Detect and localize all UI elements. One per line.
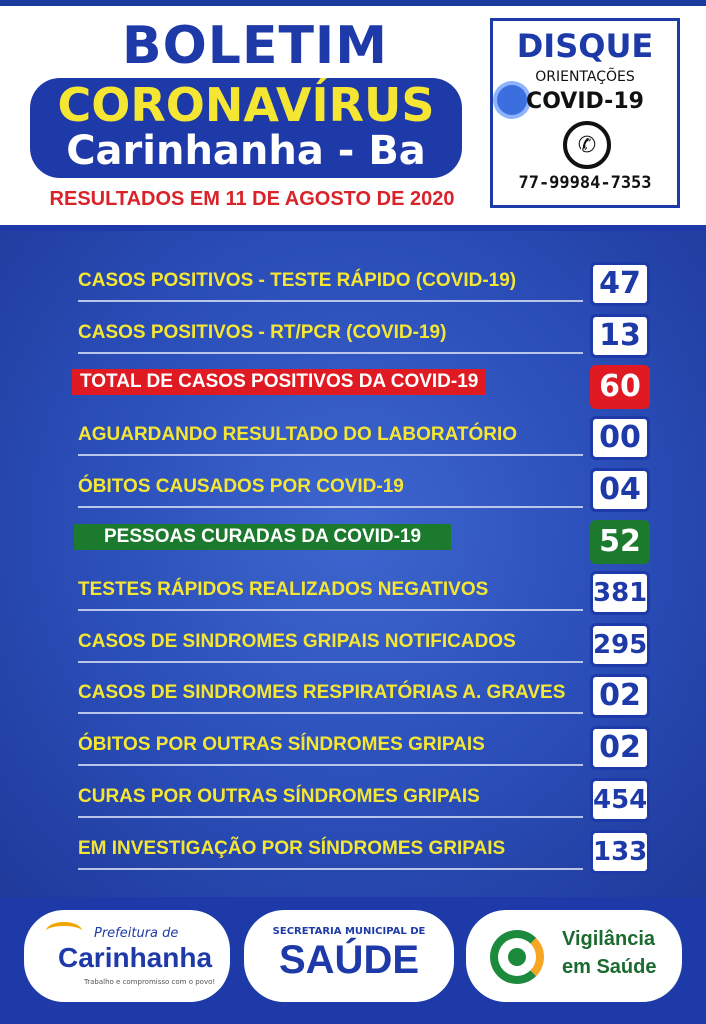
secretaria-logo (244, 910, 454, 1002)
vigilancia-logo (466, 910, 682, 1002)
stat-label: CASOS DE SINDROMES RESPIRATÓRIAS A. GRAVES (78, 682, 566, 703)
stat-label: CURAS POR OUTRAS SÍNDROMES GRIPAIS (78, 786, 480, 807)
stat-row (78, 629, 648, 669)
stat-value: 13 (590, 314, 650, 358)
coronavirus-title: CORONAVÍRUS (57, 78, 435, 132)
stat-row (78, 524, 641, 566)
hotline-topic: COVID-19 (526, 89, 644, 114)
row-underline (78, 712, 583, 714)
stat-row (78, 318, 641, 360)
stat-value: 52 (590, 520, 650, 564)
row-underline (78, 454, 583, 456)
hotline-title: DISQUE (516, 27, 654, 65)
divider (0, 225, 706, 231)
stat-value: 60 (590, 365, 650, 409)
stat-label: CASOS DE SINDROMES GRIPAIS NOTIFICADOS (78, 631, 516, 652)
city-title: Carinhanha - Ba (66, 128, 426, 174)
stat-row (78, 472, 641, 514)
bird-icon (46, 922, 82, 940)
stat-row (78, 420, 641, 462)
stat-value: 381 (590, 571, 650, 615)
header (0, 0, 706, 225)
boletim-title: BOLETIM (121, 16, 389, 76)
phone-icon: ✆ (563, 121, 611, 169)
vigilancia-line1: Vigilância (562, 928, 656, 950)
prefeitura-logo (24, 910, 230, 1002)
stat-label: EM INVESTIGAÇÃO POR SÍNDROMES GRIPAIS (78, 838, 506, 859)
stat-value: 454 (590, 778, 650, 822)
row-underline (78, 352, 583, 354)
prefeitura-name: Carinhanha (58, 942, 213, 973)
results-date: RESULTADOS EM 11 DE AGOSTO DE 2020 (49, 188, 455, 210)
stat-row (78, 678, 641, 720)
row-underline (78, 300, 583, 302)
stat-label: TESTES RÁPIDOS REALIZADOS NEGATIVOS (78, 579, 489, 600)
stat-label: AGUARDANDO RESULTADO DO LABORATÓRIO (78, 424, 518, 445)
stat-value: 47 (590, 262, 650, 306)
stat-row (78, 577, 648, 617)
stat-row (78, 836, 648, 876)
prefeitura-label: Prefeitura de (94, 926, 179, 941)
row-underline (78, 868, 583, 870)
stat-label: ÓBITOS CAUSADOS POR COVID-19 (78, 476, 404, 497)
secretaria-label: SECRETARIA MUNICIPAL DE (272, 926, 426, 937)
stat-value: 295 (590, 623, 650, 667)
stat-label: ÓBITOS POR OUTRAS SÍNDROMES GRIPAIS (78, 734, 485, 755)
stat-label: CASOS POSITIVOS - RT/PCR (COVID-19) (78, 322, 447, 343)
hotline-box (490, 18, 680, 208)
stat-value: 02 (590, 726, 650, 770)
hotline-number[interactable]: 77-99984-7353 (518, 173, 652, 193)
stat-label: PESSOAS CURADAS DA COVID-19 (74, 524, 451, 550)
stat-value: 04 (590, 468, 650, 512)
hotline-subtitle: ORIENTAÇÕES (535, 69, 635, 85)
stat-label: TOTAL DE CASOS POSITIVOS DA COVID-19 (72, 369, 486, 395)
row-underline (78, 661, 583, 663)
vigilancia-icon-dot (508, 948, 526, 966)
vigilancia-line2: em Saúde (562, 956, 657, 978)
stat-value: 00 (590, 416, 650, 460)
stat-row (78, 266, 641, 308)
stat-label: CASOS POSITIVOS - TESTE RÁPIDO (COVID-19) (78, 270, 517, 291)
row-underline (78, 609, 583, 611)
stat-row (78, 369, 641, 411)
row-underline (78, 816, 583, 818)
row-underline (78, 764, 583, 766)
secretaria-name: SAÚDE (278, 938, 420, 982)
stat-value: 02 (590, 674, 650, 718)
stat-row (78, 784, 648, 824)
stat-row (78, 730, 641, 772)
stat-value: 133 (590, 830, 650, 874)
row-underline (78, 506, 583, 508)
prefeitura-slogan: Trabalho e compromisso com o povo! (84, 978, 216, 986)
